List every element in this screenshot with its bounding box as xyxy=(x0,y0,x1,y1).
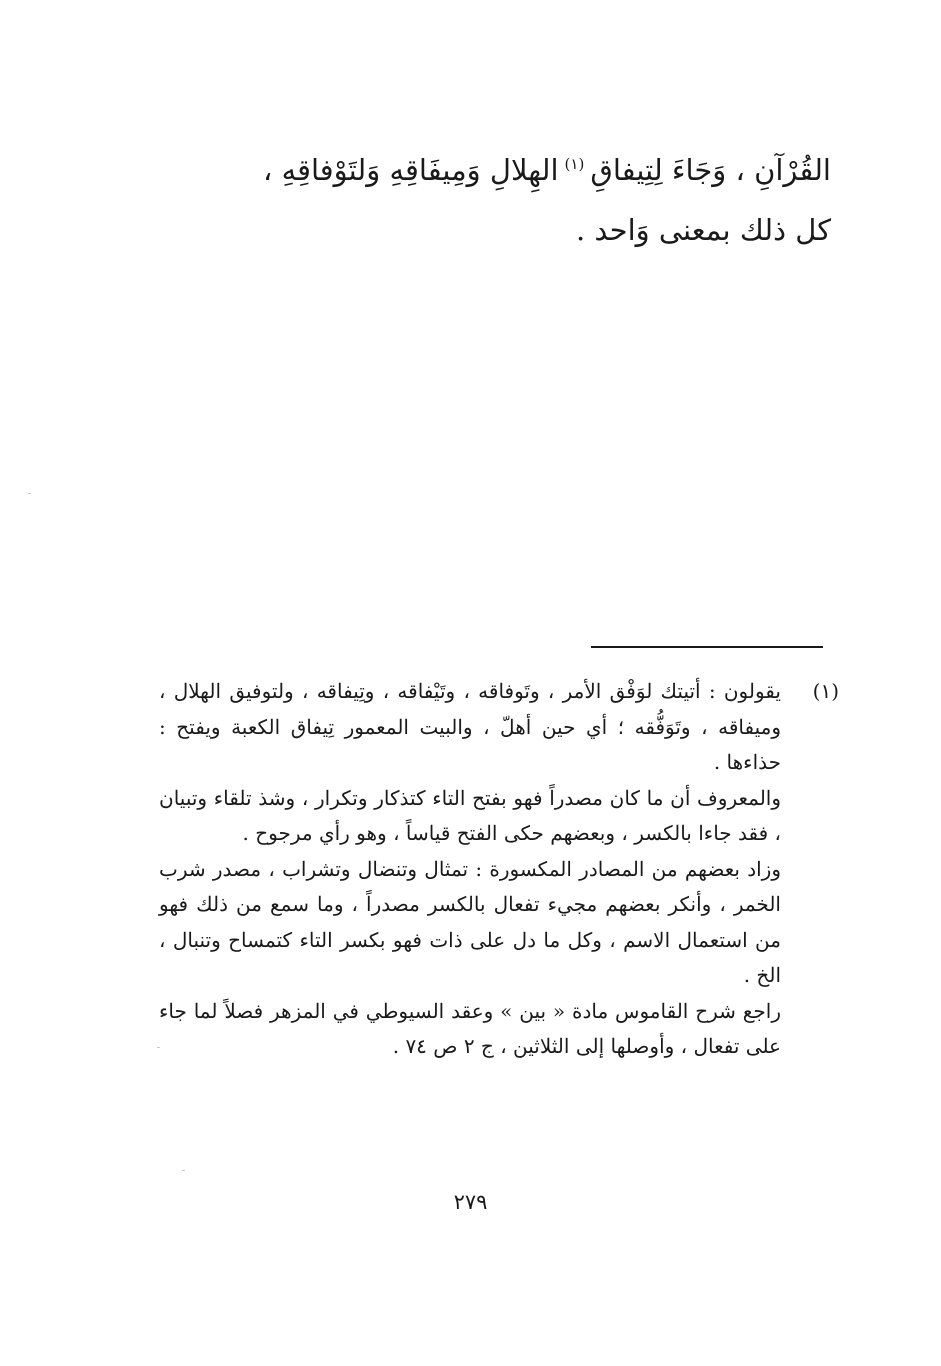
scan-speck xyxy=(157,1047,160,1048)
footnote-1 xyxy=(159,674,839,1065)
main-text-line-2: كل ذلك بمعنى وَاحد . xyxy=(575,213,831,247)
main-text-line-1-start: القُرْآنِ ، وَجَاءَ لِتِيفاقِ xyxy=(590,153,831,187)
scan-speck xyxy=(182,1170,185,1171)
footnote-number: (١) xyxy=(812,679,839,703)
footnote-separator-rule xyxy=(591,646,823,648)
footnote-paragraph: راجع شرح القاموس مادة « بين » وعقد السيوطي في المزهر فصلاً لما جاء على تفعال ، وأوصلها إلى الثلاثين ، ج ٢ ص ٧٤ . xyxy=(159,998,782,1058)
footnote-reference-1[interactable]: (١) xyxy=(564,155,585,174)
main-text-line-1-end: الهِلالِ وَمِيفَاقِهِ وَلتَوْفاقِهِ ، xyxy=(262,153,559,187)
footnote-paragraph: والمعروف أن ما كان مصدراً فهو بفتح التاء كتذكار وتكرار ، وشذ تلقاء وتبيان ، فقد جاءا بالكسر ، وبعضهم حكى الفتح قياساً ، وهو رأي مرجوح . xyxy=(159,785,781,845)
footnote-paragraph: وزاد بعضهم من المصادر المكسورة : تمثال وتنضال وتشراب ، مصدر شرب الخمر ، وأنكر بعضهم مجيء تفعال بالكسر مصدراً ، وما سمع من ذلك فهو من استعمال الاسم ، وكل ما دل على ذات فهو بكسر التاء كتمساح وتنبال ، الخ . xyxy=(159,856,781,987)
footnotes-section xyxy=(159,674,839,1065)
footnote-paragraph: يقولون : أتيتك لوَفْق الأمر ، وتَوفاقه ، وتَيْفاقه ، وتِيفاقه ، ولتوفيق الهلال ، وميفاقه ، وتَوَفُّقه ؛ أي حين أهلّ ، والبيت المعمور تِيفاق الكعبة ويفتح : حذاءها . xyxy=(159,679,781,774)
main-text-line-1 xyxy=(131,140,831,200)
main-body-text xyxy=(131,140,831,260)
scan-speck xyxy=(28,493,31,494)
page-number: ٢٧٩ xyxy=(453,1190,488,1214)
